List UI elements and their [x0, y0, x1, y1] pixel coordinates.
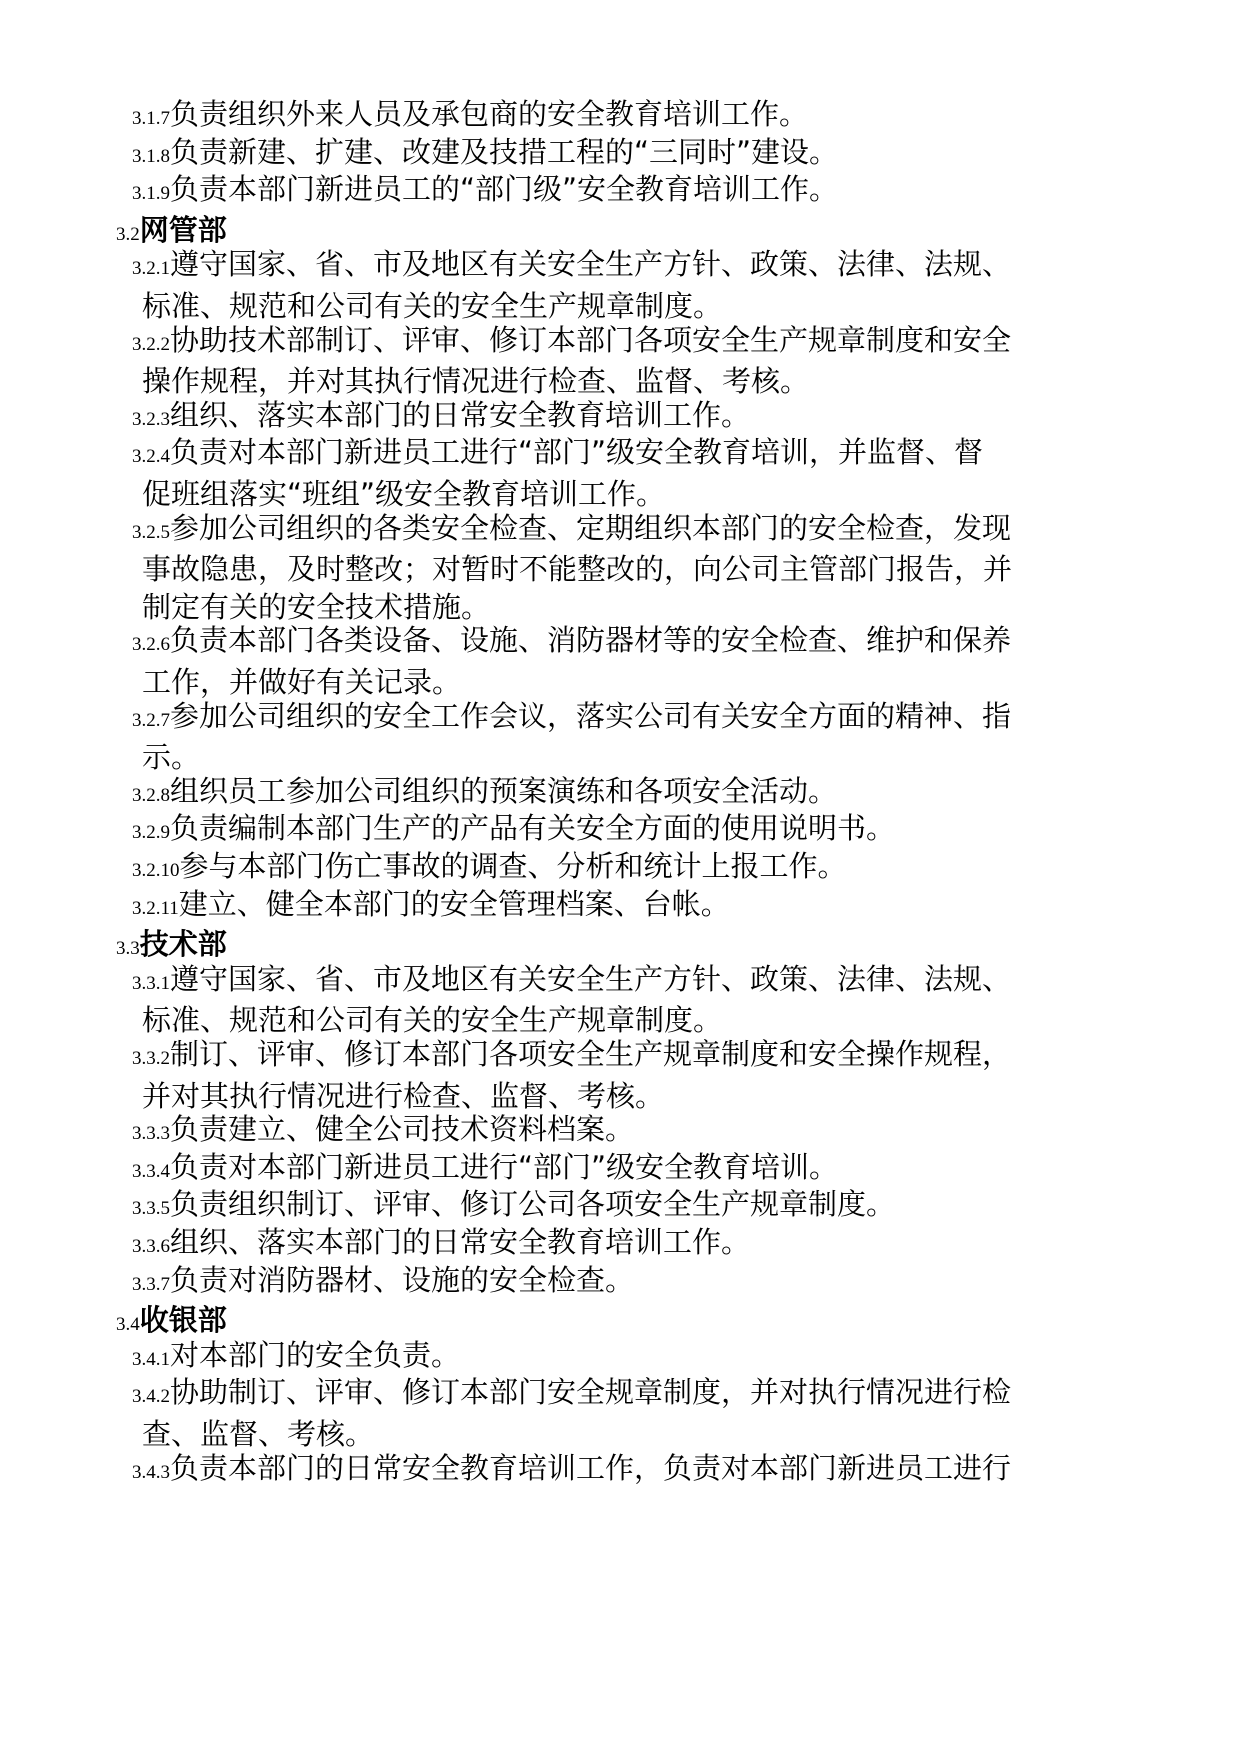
clause-first-line — [132, 961, 1142, 1003]
clause-text: 制定有关的安全技术措施。 — [142, 589, 491, 624]
clause-number: 3.2.9 — [132, 822, 170, 844]
clause-item — [132, 171, 1142, 213]
clause-text: 组织、落实本部门的日常安全教育培训工作。 — [170, 1225, 751, 1259]
clause-first-line — [132, 510, 1142, 552]
clause-text: 负责建立、健全公司技术资料档案。 — [170, 1112, 635, 1147]
clause-number: 3.3.5 — [132, 1198, 170, 1220]
clause-number: 3.3.6 — [132, 1236, 170, 1257]
clause-continuation-line — [132, 589, 1142, 627]
clause-number: 3.2.3 — [132, 408, 170, 430]
clause-item — [132, 1374, 1142, 1453]
clause-first-line — [132, 1337, 1142, 1379]
clause-item — [132, 1337, 1142, 1379]
clause-item — [132, 886, 1142, 928]
clause-text: 操作规程，并对其执行情况进行检查、监督、考核。 — [142, 364, 810, 399]
clause-first-line — [132, 698, 1142, 740]
clause-number: 3.2.1 — [132, 258, 170, 280]
clause-number: 3.4.1 — [132, 1348, 170, 1370]
clause-item — [132, 96, 1142, 138]
clause-number: 3.2.11 — [132, 897, 179, 919]
clause-item — [132, 322, 1142, 401]
clause-text: 负责编制本部门生产的产品有关安全方面的使用说明书。 — [170, 811, 896, 846]
clause-text: 负责组织外来人员及承包商的安全教育培训工作。 — [170, 97, 809, 131]
clause-continuation-line — [132, 476, 1142, 514]
section-title: 网管部 — [139, 212, 227, 247]
clause-text: 组织、落实本部门的日常安全教育培训工作。 — [170, 397, 751, 432]
clause-item — [132, 1149, 1142, 1191]
clause-number: 3.2.10 — [132, 860, 180, 881]
clause-item — [132, 1111, 1142, 1153]
clause-text: 遵守国家、省、市及地区有关安全生产方针、政策、法律、法规、 — [170, 961, 1012, 996]
clause-text: 负责本部门的日常安全教育培训工作，负责对本部门新进员工进行 — [170, 1450, 1012, 1485]
clause-first-line — [132, 1262, 1142, 1304]
clause-item — [132, 773, 1142, 815]
clause-text: 工作，并做好有关记录。 — [142, 664, 462, 699]
clause-first-line — [132, 1111, 1142, 1153]
section-title: 技术部 — [139, 927, 227, 962]
clause-first-line — [132, 886, 1142, 928]
clause-first-line — [132, 1036, 1142, 1078]
clause-first-line — [132, 96, 1142, 138]
clause-first-line — [132, 322, 1142, 364]
clause-text: 参与本部门伤亡事故的调查、分析和统计上报工作。 — [179, 849, 847, 883]
clause-number: 3.3.3 — [132, 1123, 170, 1145]
clause-text: 制订、评审、修订本部门各项安全生产规章制度和安全操作规程， — [170, 1037, 1012, 1071]
clause-number: 3.2.5 — [132, 521, 170, 543]
clause-item — [132, 397, 1142, 439]
clause-item — [132, 1186, 1142, 1228]
clause-text: 负责新建、扩建、改建及技措工程的“三同时”建设。 — [170, 134, 839, 169]
clause-continuation-line — [132, 288, 1142, 326]
clause-number: 3.2.2 — [132, 333, 170, 355]
clause-number: 3.3.7 — [132, 1273, 170, 1295]
clause-text: 事故隐患，及时整改；对暂时不能整改的，向公司主管部门报告，并 — [142, 552, 1013, 587]
clause-text: 对本部门的安全负责。 — [170, 1337, 461, 1372]
clause-item — [132, 810, 1142, 852]
clause-number: 3.2.8 — [132, 784, 170, 806]
clause-text: 标准、规范和公司有关的安全生产规章制度。 — [142, 1003, 723, 1038]
clause-item — [132, 698, 1142, 777]
clause-text: 建立、健全本部门的安全管理档案、台帐。 — [178, 886, 730, 921]
clause-text: 参加公司组织的安全工作会议，落实公司有关安全方面的精神、指 — [170, 698, 1012, 733]
clause-continuation-line — [132, 739, 1142, 777]
clause-item — [132, 1224, 1142, 1266]
clause-first-line — [132, 397, 1142, 439]
clause-first-line — [132, 1224, 1142, 1266]
clause-item — [132, 510, 1142, 627]
clause-text: 促班组落实“班组”级安全教育培训工作。 — [142, 476, 666, 511]
clause-item — [132, 1450, 1142, 1492]
clause-number: 3.2.4 — [132, 446, 170, 468]
clause-text: 协助制订、评审、修订本部门安全规章制度，并对执行情况进行检 — [170, 1375, 1012, 1410]
clause-item — [132, 622, 1142, 701]
clause-text: 负责对消防器材、设施的安全检查。 — [170, 1262, 635, 1297]
clause-text: 组织员工参加公司组织的预案演练和各项安全活动。 — [170, 773, 838, 808]
clause-first-line — [132, 246, 1142, 288]
clause-first-line — [132, 1374, 1142, 1416]
clause-text: 参加公司组织的各类安全检查、定期组织本部门的安全检查，发现 — [170, 510, 1012, 545]
clause-item — [132, 246, 1142, 325]
clause-number: 3.4.2 — [132, 1386, 170, 1408]
clause-item — [132, 848, 1142, 890]
clause-number: 3.1.9 — [132, 183, 170, 205]
clause-text: 示。 — [142, 740, 201, 775]
clause-item — [132, 1262, 1142, 1304]
clause-number: 3.1.7 — [132, 108, 170, 129]
clause-number: 3.2.6 — [132, 634, 170, 656]
clause-continuation-line — [132, 551, 1142, 589]
clause-first-line — [132, 773, 1142, 815]
clause-first-line — [132, 171, 1142, 213]
clause-text: 并对其执行情况进行检查、监督、考核。 — [142, 1078, 665, 1113]
clause-text: 协助技术部制订、评审、修订本部门各项安全生产规章制度和安全 — [170, 322, 1012, 357]
clause-text: 负责对本部门新进员工进行“部门”级安全教育培训。 — [170, 1149, 839, 1184]
clause-first-line — [132, 1149, 1142, 1191]
clause-number: 3.3.1 — [132, 972, 170, 994]
clause-first-line — [132, 1450, 1142, 1492]
clause-continuation-line — [132, 664, 1142, 702]
clause-first-line — [132, 622, 1142, 664]
clause-text: 负责本部门各类设备、设施、消防器材等的安全检查、维护和保养 — [170, 623, 1012, 658]
clause-text: 负责本部门新进员工的“部门级”安全教育培训工作。 — [170, 172, 839, 207]
clause-text: 查、监督、考核。 — [142, 1416, 375, 1451]
clause-continuation-line — [132, 1416, 1142, 1454]
section-number: 3.4 — [116, 1314, 140, 1336]
clause-continuation-line — [132, 363, 1142, 401]
clause-item — [132, 961, 1142, 1040]
clause-text: 标准、规范和公司有关的安全生产规章制度。 — [142, 288, 723, 323]
clause-continuation-line — [132, 1002, 1142, 1040]
clause-number: 3.3.2 — [132, 1048, 170, 1069]
clause-text: 遵守国家、省、市及地区有关安全生产方针、政策、法律、法规、 — [170, 247, 1012, 282]
clause-text: 负责组织制订、评审、修订公司各项安全生产规章制度。 — [170, 1187, 896, 1222]
clause-number: 3.2.7 — [132, 709, 170, 731]
clause-first-line — [132, 810, 1142, 852]
section-title: 收银部 — [139, 1303, 227, 1338]
clause-item — [132, 134, 1142, 176]
clause-number: 3.3.4 — [132, 1160, 170, 1182]
clause-first-line — [132, 134, 1142, 176]
clause-number: 3.1.8 — [132, 145, 170, 167]
clause-number: 3.4.3 — [132, 1461, 170, 1483]
clause-first-line — [132, 434, 1142, 476]
clause-first-line — [132, 848, 1142, 890]
clause-item — [132, 1036, 1142, 1115]
clause-item — [132, 434, 1142, 513]
clause-continuation-line — [132, 1078, 1142, 1116]
clause-text: 负责对本部门新进员工进行“部门”级安全教育培训，并监督、督 — [170, 435, 984, 470]
clause-first-line — [132, 1186, 1142, 1228]
section-number: 3.2 — [116, 223, 140, 245]
section-number: 3.3 — [116, 938, 140, 960]
